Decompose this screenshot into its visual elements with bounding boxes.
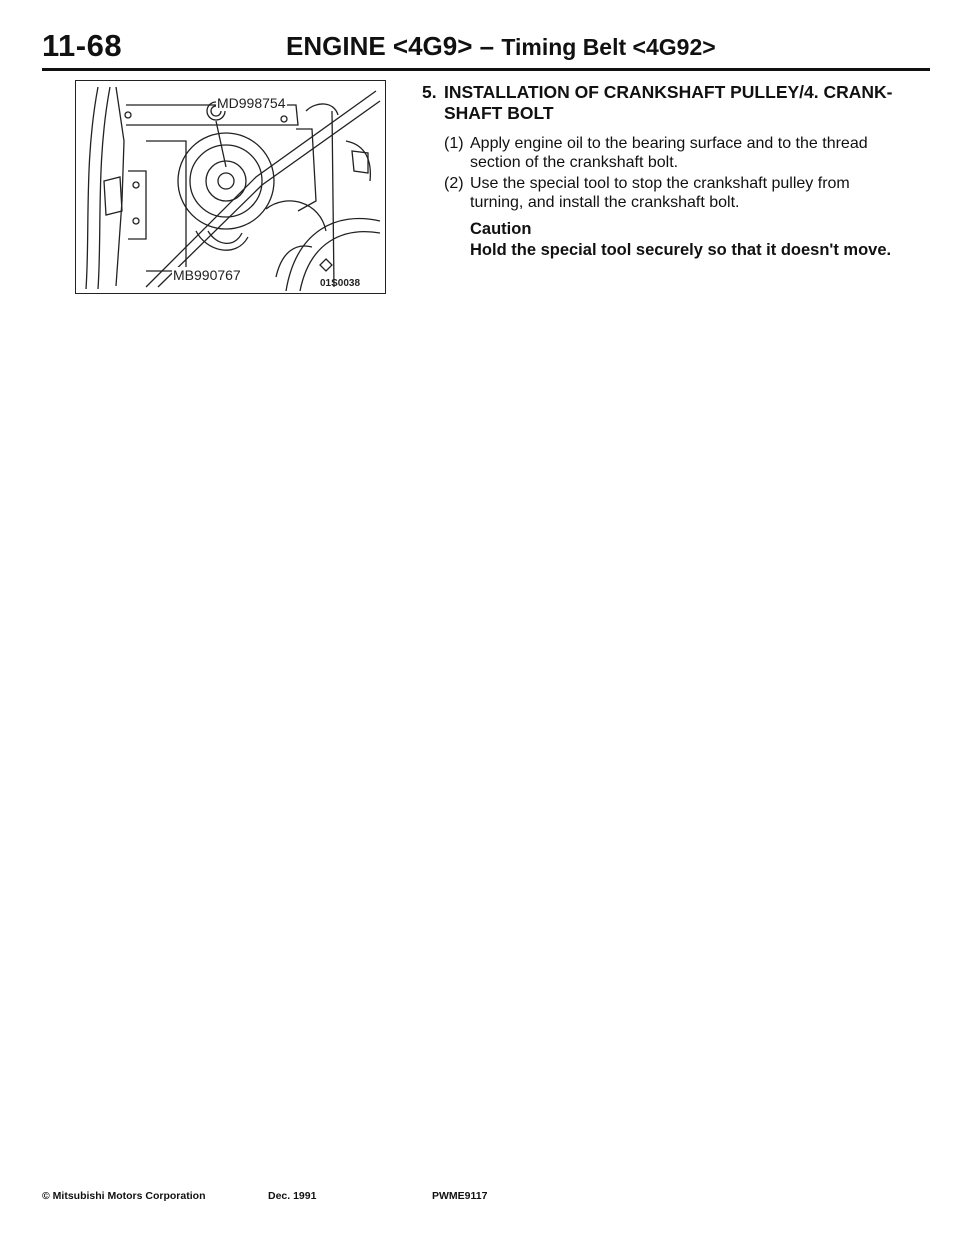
- page-header: [42, 28, 930, 68]
- caution-label: Caution: [470, 220, 532, 238]
- page-number: 11-68: [42, 28, 123, 63]
- page-title: [286, 31, 716, 62]
- list-item: [444, 134, 904, 172]
- step-heading: [422, 82, 904, 124]
- tool-label-md998754: MD998754: [217, 95, 286, 111]
- procedure-content: [422, 82, 904, 260]
- instruction-list: [422, 134, 904, 212]
- step-title: INSTALLATION OF CRANKSHAFT PULLEY/4. CRANK-SHAFT BOLT: [444, 82, 893, 123]
- title-dash: –: [472, 31, 502, 61]
- header-rule: [42, 68, 930, 71]
- engine-figure: [75, 80, 386, 294]
- list-item: [444, 174, 904, 212]
- footer-doc-code: PWME9117: [432, 1190, 488, 1202]
- figure-code: 01S0038: [320, 278, 361, 289]
- item-text: Use the special tool to stop the crankshaft pulley from turning, and install the crankshaft bolt.: [470, 175, 850, 211]
- item-number: (2): [444, 175, 464, 192]
- footer-date: Dec. 1991: [268, 1190, 317, 1202]
- item-text: Apply engine oil to the bearing surface and to the thread section of the crankshaft bolt.: [470, 135, 868, 171]
- caution-text: Hold the special tool securely so that it doesn't move.: [470, 241, 892, 259]
- footer-copyright: © Mitsubishi Motors Corporation: [42, 1190, 206, 1202]
- item-number: (1): [444, 135, 464, 152]
- title-main: ENGINE <4G9>: [286, 31, 473, 61]
- title-sub: Timing Belt <4G92>: [501, 34, 716, 60]
- tool-label-mb990767: MB990767: [173, 267, 241, 283]
- step-number: 5.: [422, 82, 437, 102]
- caution-block: [422, 219, 904, 260]
- engine-illustration: [76, 81, 384, 292]
